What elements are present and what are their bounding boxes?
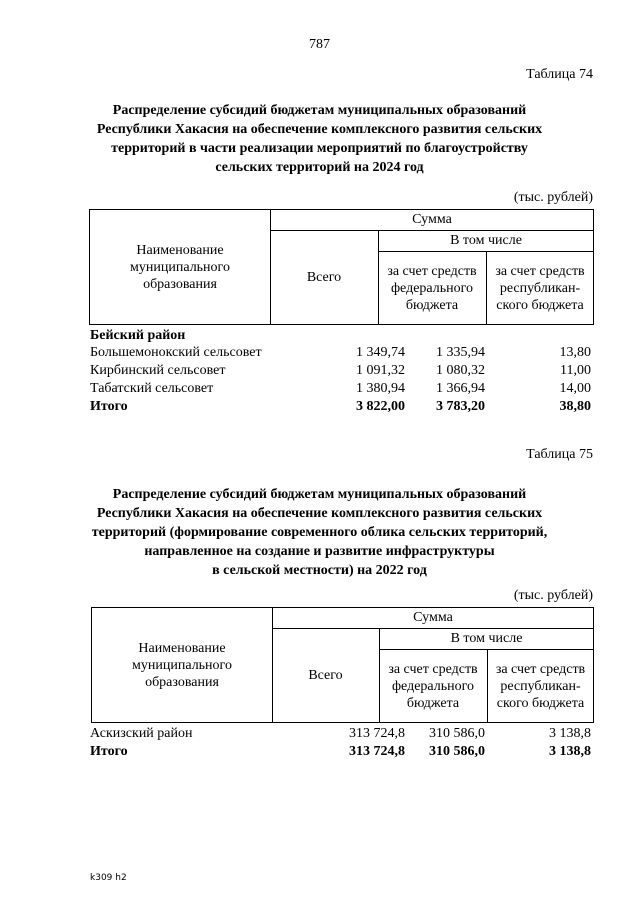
table-75-units: (тыс. рублей): [513, 588, 593, 603]
table-row: Аскизский район 313 724,8 310 586,0 3 138,8: [90, 726, 591, 741]
col-header-including: В том числе: [450, 233, 522, 248]
col-header-name: Наименование муниципального образования: [132, 640, 232, 690]
col-header-federal: за счет средств федерального бюджета: [388, 661, 478, 711]
table-75-label: Таблица 75: [526, 447, 593, 462]
table-74-title: Распределение субсидий бюджетам муниципальных образований Республики Хакасия на обеспечение комплексного развития сельских территорий в части реализации мероприятий по благоустройству сельских территорий на 2024 год: [96, 103, 543, 175]
col-header-total: Всего: [306, 270, 342, 285]
table-75-title: Распределение субсидий бюджетам муниципальных образований Республики Хакасия на обеспечение комплексного развития сельских территорий (формирование современного облика сельских территорий, направленное на создание и развитие инфраструктуры в сельской местности) на 2022 год: [91, 487, 548, 578]
page-number: 787: [309, 37, 330, 52]
col-header-republic: за счет средств республикан-ского бюджета: [495, 263, 585, 313]
col-header-name: Наименование муниципального образования: [130, 242, 230, 292]
col-header-sum: Сумма: [413, 610, 453, 625]
col-header-sum: Сумма: [412, 212, 452, 227]
table-74-district: Бейский район: [90, 328, 186, 343]
table-total-row: Итого 3 822,00 3 783,20 38,80: [90, 399, 591, 414]
col-header-including: В том числе: [450, 631, 523, 646]
col-header-republic: за счет средств республикан-ского бюджета: [495, 661, 586, 711]
table-row: Большемонокский сельсовет 1 349,74 1 335,94 13,80: [90, 345, 591, 360]
table-row: Табатский сельсовет 1 380,94 1 366,94 14,00: [90, 381, 591, 396]
footer-code: k309 h2: [90, 873, 127, 883]
col-header-federal: за счет средств федерального бюджета: [387, 263, 477, 313]
table-74-units: (тыс. рублей): [513, 190, 593, 205]
table-row: Кирбинский сельсовет 1 091,32 1 080,32 11,00: [90, 363, 591, 378]
table-74-label: Таблица 74: [526, 67, 593, 82]
table-total-row: Итого 313 724,8 310 586,0 3 138,8: [90, 744, 591, 759]
col-header-total: Всего: [308, 668, 343, 683]
